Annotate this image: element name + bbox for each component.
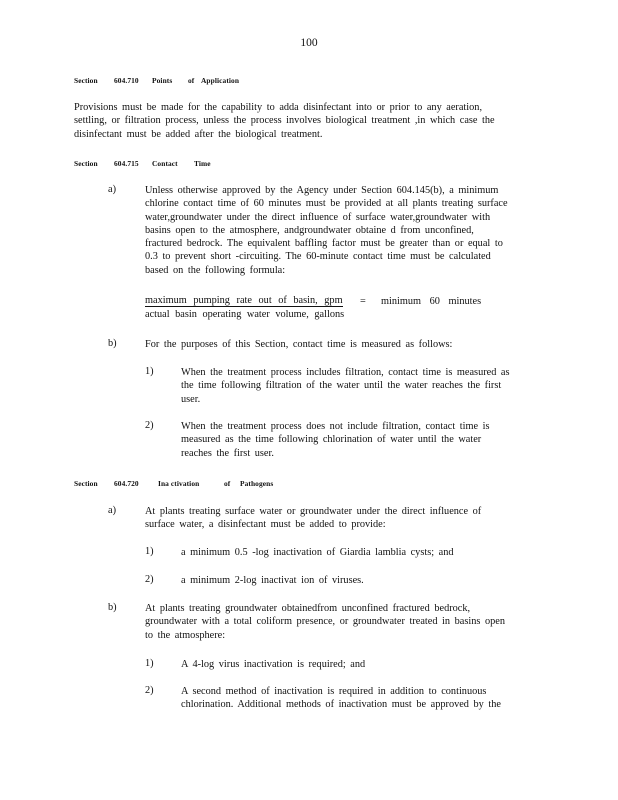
text-line: settling, or filtration process, unless the process involves biological treatment ,in which case the: [74, 115, 495, 127]
text-line: When the treatment process includes filtration, contact time is measured as: [181, 367, 510, 378]
text-line: chlorination. Additional methods of inactivation must be approved by the: [181, 699, 501, 711]
heading-word: Pathogens: [240, 479, 274, 488]
heading-word: Application: [201, 76, 240, 85]
heading-word: of: [188, 76, 195, 85]
formula-equals: =: [360, 296, 366, 307]
text-line: disinfectant must be added after the biological treatment.: [74, 128, 323, 140]
heading-word: of: [224, 479, 231, 488]
text-line: Provisions must be made for the capability to adda disinfectant into or prior to any aeration,: [74, 102, 483, 113]
heading-word: 604.710: [114, 76, 139, 85]
text-line: A second method of inactivation is required in addition to continuous: [181, 686, 487, 697]
text-line: the time following filtration of the water until the water reaches the first: [181, 380, 502, 392]
item-label-b2: 2): [145, 685, 154, 696]
text-line: basins open to the atmosphere, andgroundwater obtaine d from unconfined,: [145, 224, 474, 236]
formula-denominator: actual basin operating water volume, gallons: [145, 309, 345, 320]
heading-word: Section: [74, 479, 98, 488]
text-line: When the treatment process does not include filtration, contact time is: [181, 421, 490, 432]
section-heading-604-715: [74, 159, 211, 168]
text-line: chlorine contact time of 60 minutes must be provided at all plants treating surface: [145, 198, 508, 210]
heading-word: Ina ctivation: [158, 479, 200, 488]
section-604-720-b1-body: A 4-log virus inactivation is required; and: [181, 659, 366, 670]
formula-result: minimum 60 minutes: [381, 296, 482, 307]
item-label-a: a): [108, 184, 116, 195]
item-label-a: a): [108, 505, 116, 516]
formula-numerator: [145, 295, 343, 307]
text-line: At plants treating groundwater obtainedfrom unconfined fractured bedrock,: [145, 603, 471, 614]
section-604-720-b2-body: [181, 685, 546, 712]
section-604-710-body: [74, 101, 544, 141]
section-604-715-b1-body: [181, 366, 546, 406]
item-label-a2: 2): [145, 574, 154, 585]
heading-word: Section: [74, 76, 98, 85]
text-line: Unless otherwise approved by the Agency under Section 604.145(b), a minimum: [145, 185, 499, 196]
heading-word: Contact: [152, 159, 178, 168]
text-line: to the atmosphere:: [145, 629, 226, 641]
text-line: reaches the first user.: [181, 447, 274, 459]
heading-word: Points: [152, 76, 173, 85]
text-line: 0.3 to prevent short -circuiting. The 60-minute contact time must be calculated: [145, 251, 491, 263]
text-line: At plants treating surface water or groundwater under the direct influence of: [145, 506, 482, 517]
section-heading-604-720: [74, 479, 273, 488]
section-604-720-a2-body: a minimum 2-log inactivat ion of viruses.: [181, 575, 364, 586]
text-line: user.: [181, 393, 201, 405]
section-604-715-b-body: For the purposes of this Section, contact time is measured as follows:: [145, 339, 453, 350]
section-604-715-a-body: [145, 184, 545, 277]
item-label-b1: 1): [145, 658, 154, 669]
heading-word: Time: [194, 159, 211, 168]
item-label-b: b): [108, 602, 117, 613]
item-label-b: b): [108, 338, 117, 349]
text-line: measured as the time following chlorination of water until the water: [181, 434, 482, 446]
section-604-720-a-body: [145, 505, 545, 532]
section-604-715-b2-body: [181, 420, 546, 460]
heading-word: 604.715: [114, 159, 139, 168]
text-line: water,groundwater under the direct influence of surface water,groundwater with: [145, 211, 491, 223]
item-label-a1: 1): [145, 546, 154, 557]
text-line: based on the following formula:: [145, 264, 286, 276]
text-line: surface water, a disinfectant must be added to provide:: [145, 519, 386, 531]
formula-numerator-text: maximum pumping rate out of basin, gpm: [145, 295, 343, 306]
item-label-b2: 2): [145, 420, 154, 431]
text-line: groundwater with a total coliform presence, or groundwater treated in basins open: [145, 616, 505, 628]
section-heading-604-710: [74, 76, 239, 85]
section-604-720-a1-body: a minimum 0.5 -log inactivation of Giardia lamblia cysts; and: [181, 547, 454, 558]
page-number: 100: [300, 37, 318, 49]
heading-word: 604.720: [114, 479, 139, 488]
item-label-b1: 1): [145, 366, 154, 377]
section-604-720-b-body: [145, 602, 545, 642]
text-line: fractured bedrock. The equivalent baffling factor must be greater than or equal to: [145, 238, 503, 250]
heading-word: Section: [74, 159, 98, 168]
